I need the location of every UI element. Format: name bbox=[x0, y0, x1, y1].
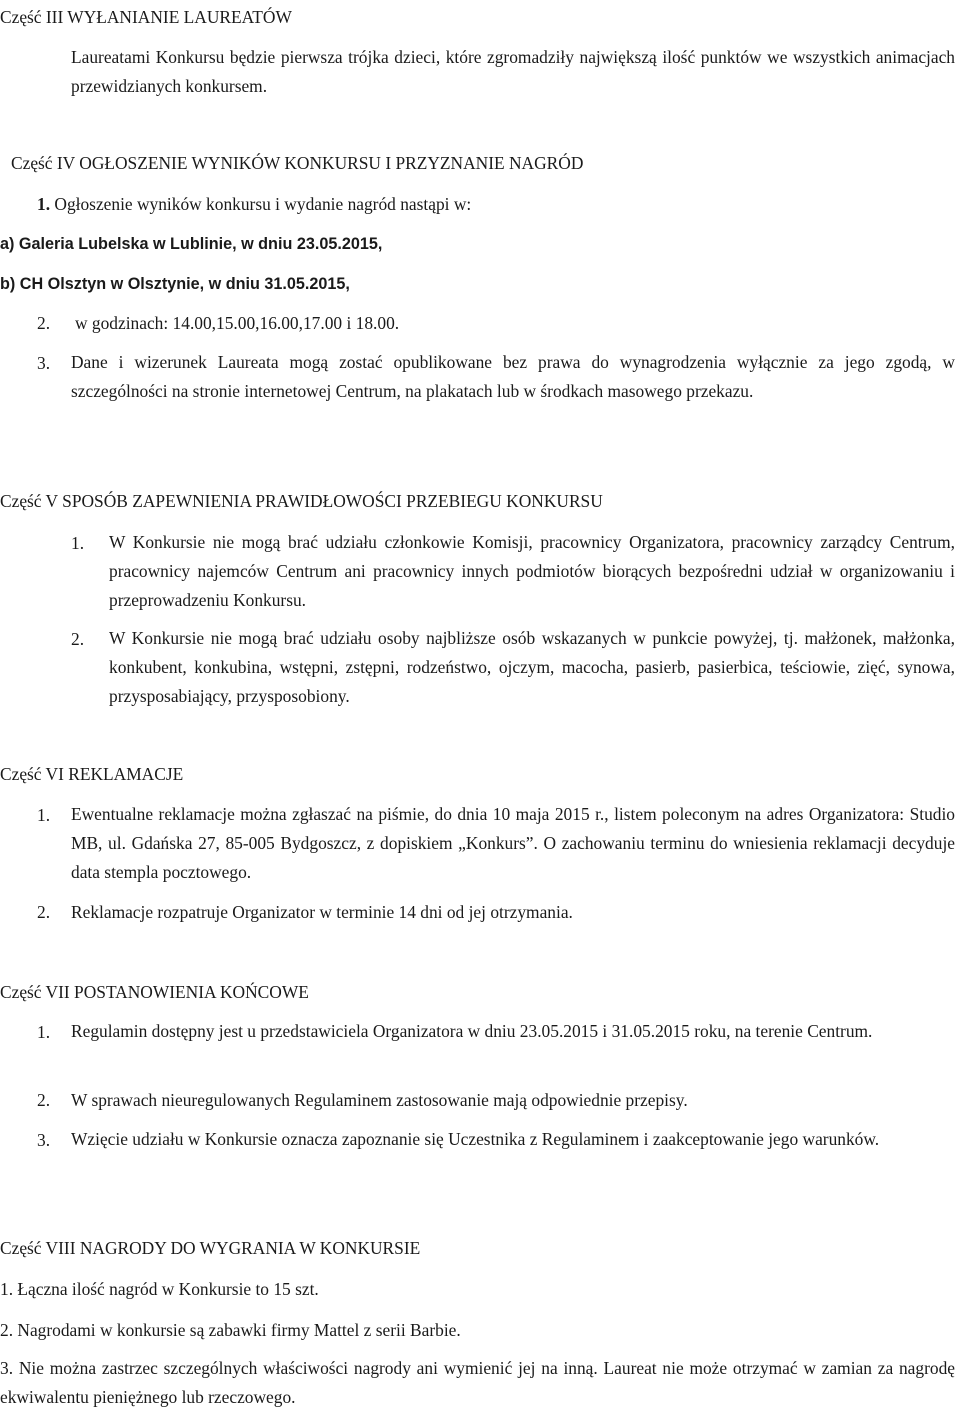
part6-item-2-text: Reklamacje rozpatruje Organizator w terminie 14 dni od jej otrzymania. bbox=[71, 902, 573, 922]
part4-item-3-number: 3. bbox=[37, 353, 51, 373]
part6-heading: Część VI REKLAMACJE bbox=[0, 764, 184, 784]
part4-item-1 bbox=[37, 194, 471, 214]
part4-item-1-number: 1. bbox=[37, 194, 51, 214]
part7-item-3-number: 3. bbox=[37, 1130, 51, 1150]
part7-item-3-text: Wzięcie udziału w Konkursie oznacza zapoznanie się Uczestnika z Regulaminem i zaakceptowanie jego warunków. bbox=[71, 1129, 880, 1149]
part8-heading: Część VIII NAGRODY DO WYGRANIA W KONKURSIE bbox=[0, 1238, 421, 1258]
part3-heading: Część III WYŁANIANIE LAUREATÓW bbox=[0, 7, 292, 27]
part8-item-2: 2. Nagrodami w konkursie są zabawki firmy Mattel z serii Barbie. bbox=[0, 1320, 461, 1340]
part4-item-3-text: Dane i wizerunek Laureata mogą zostać opublikowane bez prawa do wynagrodzenia wyłącznie za jego zgodą, w szczególności na stronie internetowej Centrum, na plakatach lub w środkach masowego przekazu. bbox=[71, 352, 955, 401]
part4-heading: Część IV OGŁOSZENIE WYNIKÓW KONKURSU I PRZYZNANIE NAGRÓD bbox=[11, 153, 584, 173]
part4-item-2-number: 2. bbox=[37, 313, 51, 333]
part7-item-1-text: Regulamin dostępny jest u przedstawiciela Organizatora w dniu 23.05.2015 i 31.05.2015 roku, na terenie Centrum. bbox=[71, 1021, 873, 1041]
part4-item-b: b) CH Olsztyn w Olsztynie, w dniu 31.05.2015, bbox=[0, 275, 350, 293]
part6-item-1-number: 1. bbox=[37, 805, 51, 825]
part6-item-2-number: 2. bbox=[37, 902, 51, 922]
part5-item-1-text: W Konkursie nie mogą brać udziału członkowie Komisji, pracownicy Organizatora, pracownicy zarządcy Centrum, pracownicy najemców Centrum ani pracownicy innych podmiotów biorących bezpośredni udział w organizowaniu i przeprowadzeniu Konkursu. bbox=[109, 532, 955, 610]
part8-item-3: 3. Nie można zastrzec szczególnych właściwości nagrody ani wymienić jej na inną. Laureat nie może otrzymać w zamian za nagrodę ekwiwalentu pieniężnego lub rzeczowego. bbox=[0, 1358, 955, 1407]
part7-item-2-text: W sprawach nieuregulowanych Regulaminem zastosowanie mają odpowiednie przepisy. bbox=[71, 1090, 688, 1110]
part7-item-1-number: 1. bbox=[37, 1022, 51, 1042]
part8-item-1: 1. Łączna ilość nagród w Konkursie to 15 szt. bbox=[0, 1279, 319, 1299]
part6-item-1-text: Ewentualne reklamacje można zgłaszać na piśmie, do dnia 10 maja 2015 r., listem poleconym na adres Organizatora: Studio MB, ul. Gdańska 27, 85-005 Bydgoszcz, z dopiskiem „Konkurs”. O zachowaniu terminu do wniesienia reklamacji decyduje data stempla pocztowego. bbox=[71, 804, 955, 882]
part5-heading: Część V SPOSÓB ZAPEWNIENIA PRAWIDŁOWOŚCI PRZEBIEGU KONKURSU bbox=[0, 491, 603, 511]
part7-item-2-number: 2. bbox=[37, 1090, 51, 1110]
part4-item-1-text: Ogłoszenie wyników konkursu i wydanie nagród nastąpi w: bbox=[50, 194, 472, 214]
part7-heading: Część VII POSTANOWIENIA KOŃCOWE bbox=[0, 982, 309, 1002]
part5-item-2-number: 2. bbox=[71, 629, 85, 649]
part3-text: Laureatami Konkursu będzie pierwsza trójka dzieci, które zgromadziły największą ilość punktów we wszystkich animacjach przewidzianych konkursem. bbox=[71, 47, 955, 96]
part5-item-2-text: W Konkursie nie mogą brać udziału osoby najbliższe osób wskazanych w punkcie powyżej, tj. małżonek, małżonka, konkubent, konkubina, wstępni, zstępni, rodzeństwo, ojczym, macocha, pasierb, pasierbica, teściowie, zięć, synowa, przysposabiający, przysposobiony. bbox=[109, 628, 955, 706]
part5-item-1-number: 1. bbox=[71, 533, 85, 553]
part4-item-2-text: w godzinach: 14.00,15.00,16.00,17.00 i 18.00. bbox=[75, 313, 400, 333]
part4-item-a: a) Galeria Lubelska w Lublinie, w dniu 23.05.2015, bbox=[0, 235, 383, 253]
